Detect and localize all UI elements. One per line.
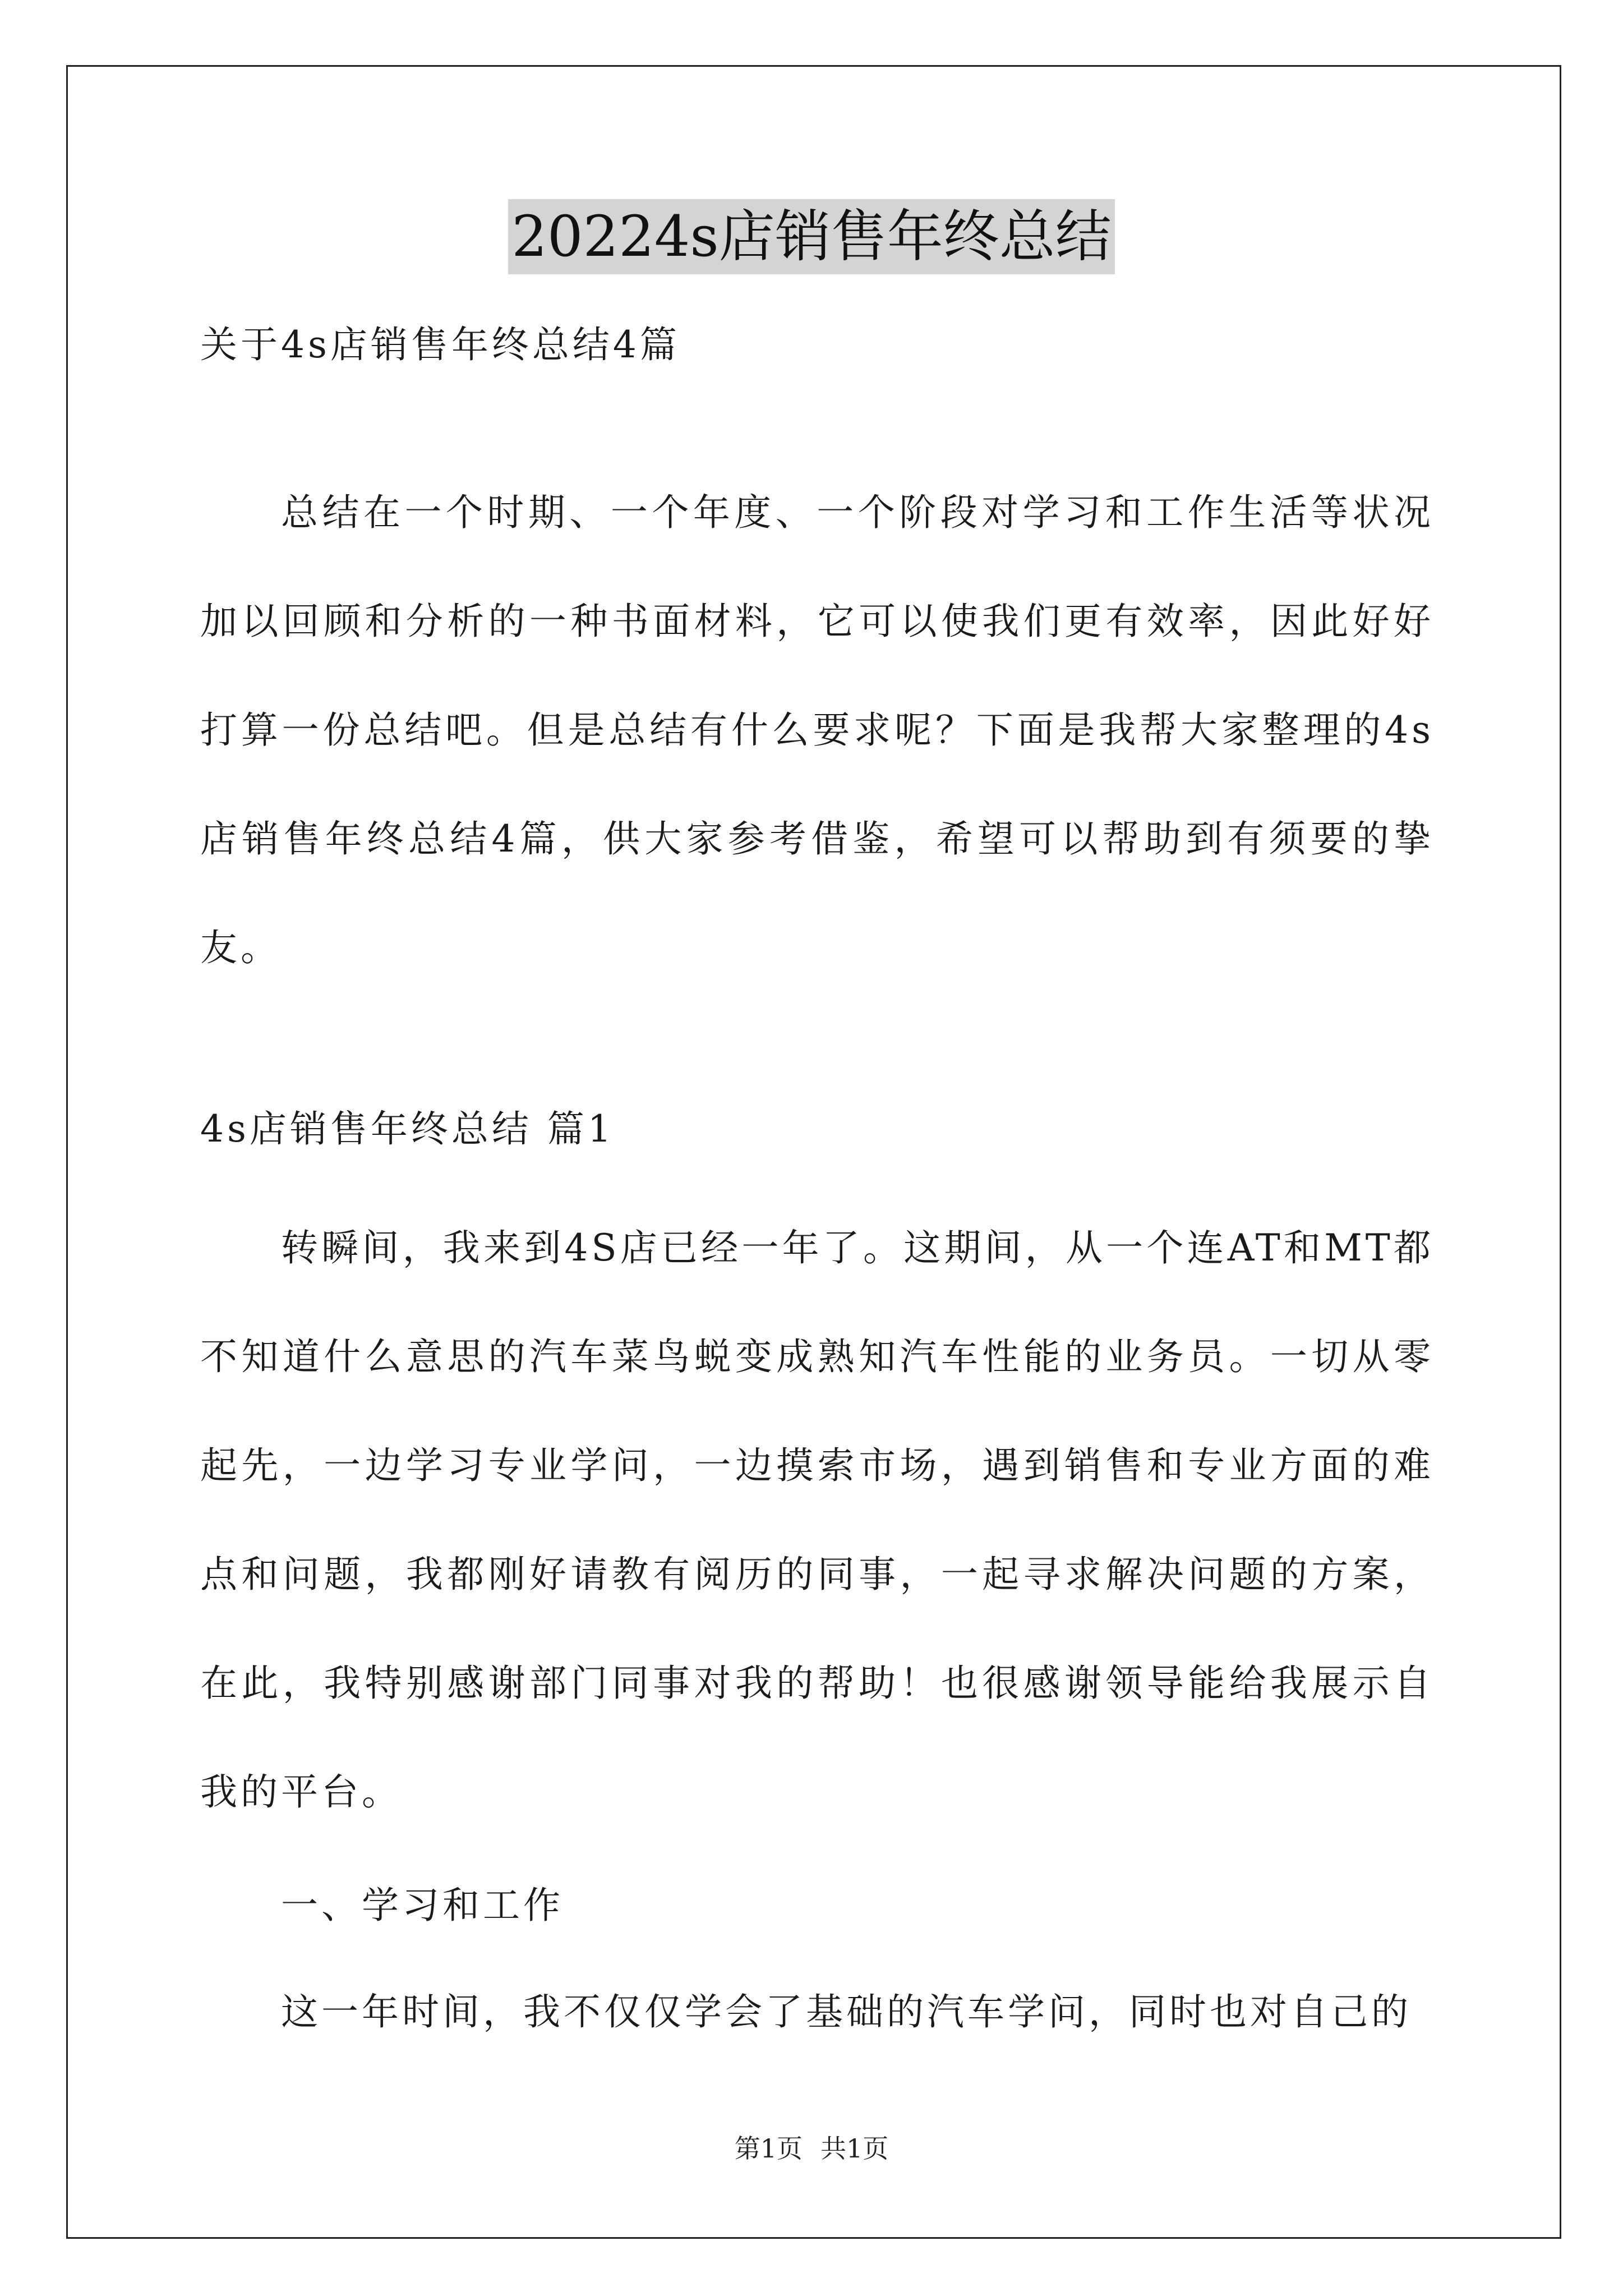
page-footer: [0, 2132, 1623, 2165]
page-number: 第1页: [734, 2133, 803, 2164]
title-container: [0, 199, 1623, 274]
intro-paragraph: 总结在一个时期、一个年度、一个阶段对学习和工作生活等状况加以回顾和分析的一种书面材料，它可以使我们更有效率，因此好好打算一份总结吧。但是总结有什么要求呢？下面是我帮大家整理的4s店销售年终总结4篇，供大家参考借鉴，希望可以帮助到有须要的挚友。: [200, 491, 1434, 969]
document-subtitle: 关于4s店销售年终总结4篇: [200, 323, 680, 366]
document-title: 20224s店销售年终总结: [508, 199, 1114, 274]
body-paragraph: 这一年时间，我不仅仅学会了基础的汽车学问，同时也对自己的: [281, 1990, 1412, 2033]
subsection-heading: 一、学习和工作: [281, 1884, 564, 1927]
page-total: 共1页: [820, 2133, 889, 2164]
section-heading: 4s店销售年终总结 篇1: [200, 1107, 615, 1151]
body-paragraph: 转瞬间，我来到4S店已经一年了。这期间，从一个连AT和MT都不知道什么意思的汽车菜鸟蜕变成熟知汽车性能的业务员。一切从零起先，一边学习专业学问，一边摸索市场，遇到销售和专业方面的难点和问题，我都刚好请教有阅历的同事，一起寻求解决问题的方案，在此，我特别感谢部门同事对我的帮助！也很感谢领导能给我展示自我的平台。: [200, 1226, 1434, 1814]
